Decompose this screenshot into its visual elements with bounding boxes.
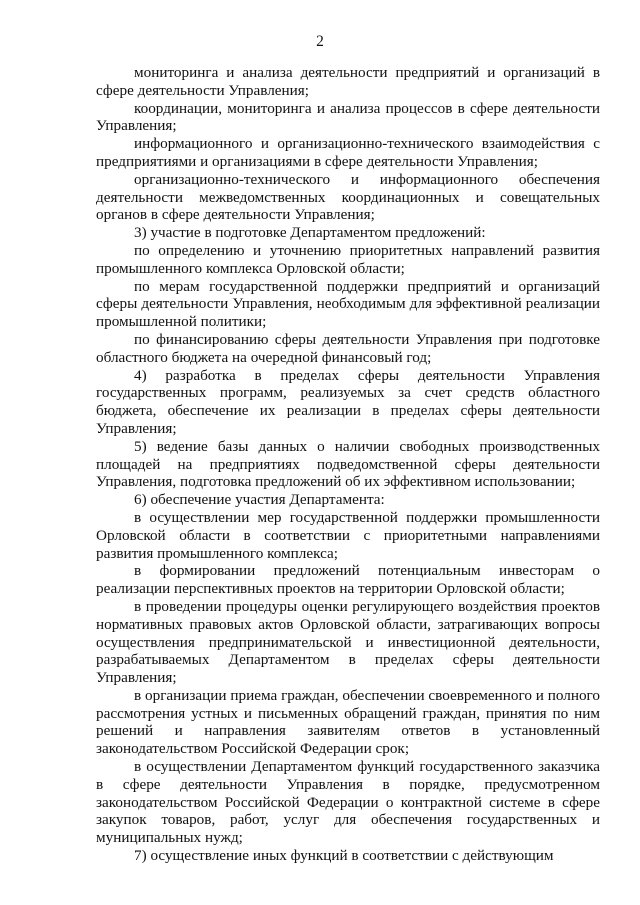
document-body — [96, 64, 600, 865]
paragraph-financing: по финансированию сферы деятельности Управления при подготовке областного бюджета на очередной финансовый год; — [96, 330, 600, 366]
paragraph-support-bodies: организационно-технического и информационного обеспечения деятельности межведомственных координационных и совещательных органов в сфере деятельности Управления; — [96, 170, 600, 224]
paragraph-priorities: по определению и уточнению приоритетных направлений развития промышленного комплекса Орловской области; — [96, 241, 600, 277]
paragraph-item-5: 5) ведение базы данных о наличии свободных производственных площадей на предприятиях подведомственной сферы деятельности Управления, подготовка предложений об их эффективном использовании; — [96, 437, 600, 491]
paragraph-citizen-appeals: в организации приема граждан, обеспечении своевременного и полного рассмотрения устных и письменных обращений граждан, принятия по ним решений и направления заявителям ответов в установленный законодательством Российской Федерации срок; — [96, 686, 600, 758]
paragraph-item-7: 7) осуществление иных функций в соответствии с действующим — [134, 847, 554, 865]
paragraph-investors: в формировании предложений потенциальным инвесторам о реализации перспективных проектов на территории Орловской области; — [96, 562, 600, 598]
paragraph-regulatory-assessment: в проведении процедуры оценки регулирующего воздействия проектов нормативных правовых актов Орловской области, затрагивающих вопросы осуществления предпринимательской и инвестиционной деятельности, разрабатываемых Департаментом в пределах сферы деятельности Управления; — [96, 597, 600, 687]
paragraph-procurement: в осуществлении Департаментом функций государственного заказчика в сфере деятельности Управления в порядке, предусмотренном законодательством Российской Федерации о контрактной системе в сфере закупок товаров, работ, услуг для обеспечения государственных и муниципальных нужд; — [96, 758, 600, 847]
page-number: 2 — [316, 33, 324, 50]
paragraph-interaction: информационного и организационно-технического взаимодействия с предприятиями и организациями в сфере деятельности Управления; — [96, 135, 600, 170]
paragraph-state-support: по мерам государственной поддержки предприятий и организаций сферы деятельности Управления, необходимым для эффективной реализации промышленной политики; — [96, 277, 600, 331]
paragraph-industry-support: в осуществлении мер государственной поддержки промышленности Орловской области в соответствии с приоритетными направлениями развития промышленного комплекса; — [96, 508, 600, 562]
paragraph-coordination: координации, мониторинга и анализа процессов в сфере деятельности Управления; — [96, 99, 600, 135]
paragraph-item-3: 3) участие в подготовке Департаментом предложений: — [134, 224, 486, 242]
paragraph-item-6: 6) обеспечение участия Департамента: — [134, 491, 385, 509]
paragraph-monitoring: мониторинга и анализа деятельности предприятий и организаций в сфере деятельности Управления; — [96, 64, 600, 99]
paragraph-item-4: 4) разработка в пределах сферы деятельности Управления государственных программ, реализуемых за счет средств областного бюджета, обеспечение их реализации в пределах сферы деятельности Управления; — [96, 366, 600, 437]
